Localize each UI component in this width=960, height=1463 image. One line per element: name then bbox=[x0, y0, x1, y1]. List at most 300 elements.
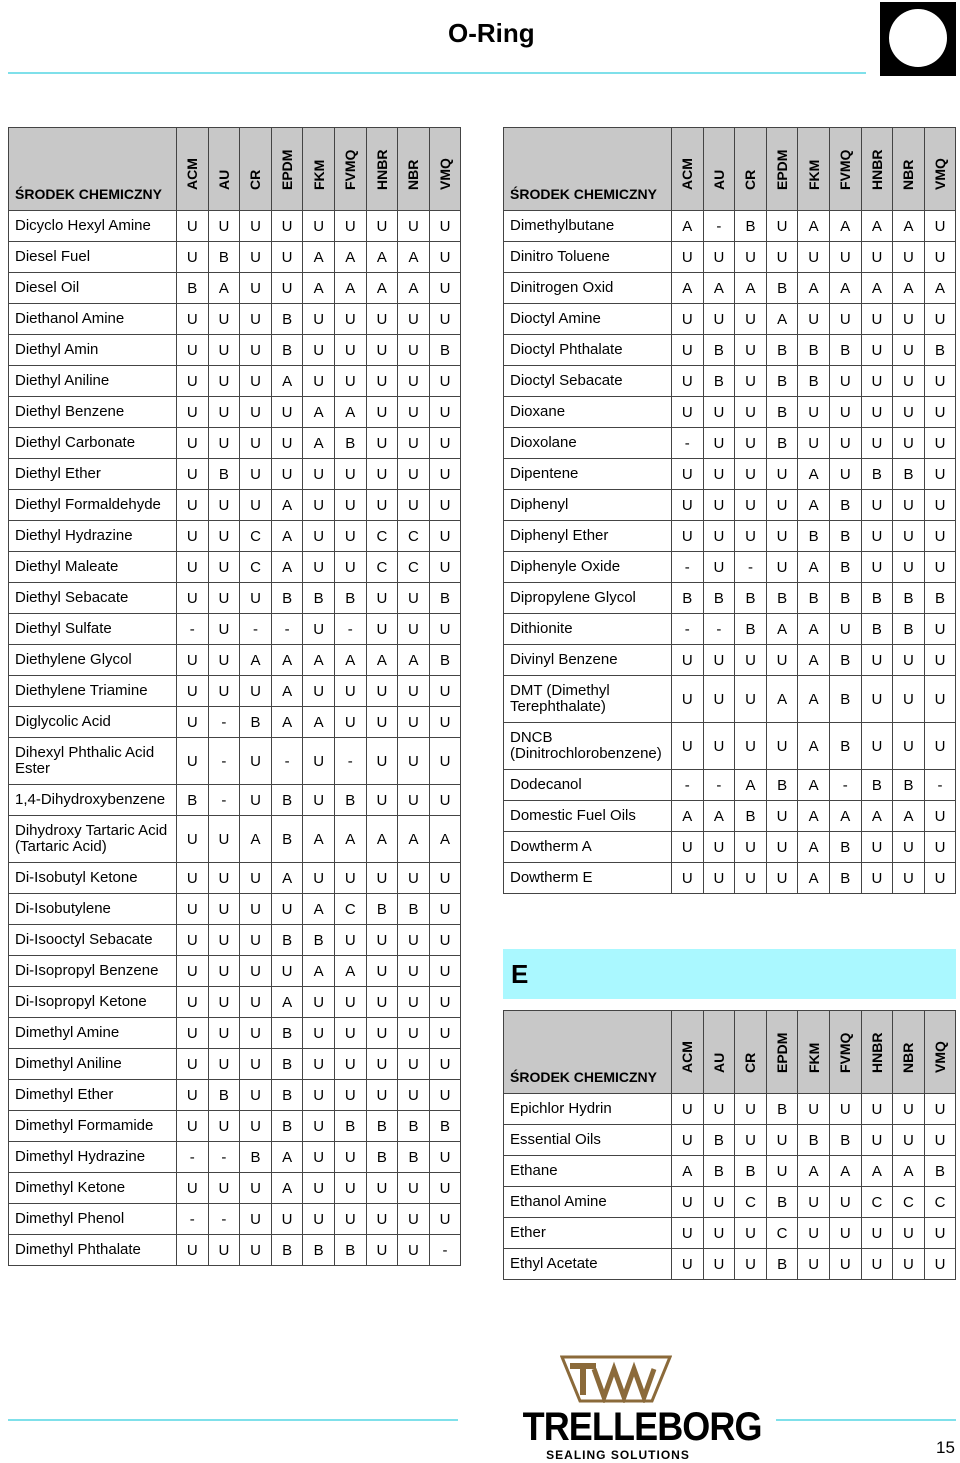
rating-cell: U bbox=[303, 366, 335, 397]
table-row bbox=[504, 645, 956, 676]
rating-cell: U bbox=[735, 1218, 767, 1249]
rating-cell: A bbox=[303, 707, 335, 738]
rating-cell: - bbox=[672, 770, 704, 801]
rating-cell: U bbox=[303, 459, 335, 490]
rating-cell: U bbox=[177, 211, 209, 242]
rating-cell: U bbox=[429, 552, 461, 583]
rating-cell: U bbox=[334, 1018, 366, 1049]
rating-cell: B bbox=[334, 428, 366, 459]
rating-cell: U bbox=[429, 397, 461, 428]
rating-cell: U bbox=[208, 956, 240, 987]
rating-cell: U bbox=[240, 1111, 272, 1142]
column-header-epdm bbox=[766, 1011, 798, 1094]
table-row bbox=[9, 397, 461, 428]
substance-name: Dimethyl Phenol bbox=[9, 1204, 177, 1235]
rating-cell: U bbox=[829, 614, 861, 645]
rating-cell: U bbox=[398, 1018, 430, 1049]
rating-cell: U bbox=[303, 335, 335, 366]
rating-cell: U bbox=[240, 490, 272, 521]
table-row bbox=[504, 304, 956, 335]
table-row bbox=[9, 863, 461, 894]
rating-cell: B bbox=[303, 925, 335, 956]
rating-cell: B bbox=[703, 583, 735, 614]
rating-cell: B bbox=[861, 614, 893, 645]
substance-name: Diethyl Aniline bbox=[9, 366, 177, 397]
column-header-label: HNBR bbox=[373, 149, 390, 190]
rating-cell: U bbox=[861, 1249, 893, 1280]
rating-cell: U bbox=[703, 552, 735, 583]
rating-cell: U bbox=[924, 211, 956, 242]
rating-cell: U bbox=[829, 428, 861, 459]
rating-cell: A bbox=[893, 801, 925, 832]
rating-cell: A bbox=[829, 1156, 861, 1187]
rating-cell: U bbox=[240, 738, 272, 785]
rating-cell: U bbox=[798, 1249, 830, 1280]
column-header-hnbr bbox=[366, 128, 398, 211]
substance-name: DNCB (Dinitrochlorobenzene) bbox=[504, 723, 672, 770]
rating-cell: U bbox=[334, 863, 366, 894]
rating-cell: U bbox=[366, 707, 398, 738]
rating-cell: U bbox=[798, 397, 830, 428]
rating-cell: - bbox=[829, 770, 861, 801]
rating-cell: U bbox=[861, 1218, 893, 1249]
rating-cell: B bbox=[798, 1125, 830, 1156]
rating-cell: U bbox=[829, 1094, 861, 1125]
rating-cell: U bbox=[271, 894, 303, 925]
rating-cell: A bbox=[334, 397, 366, 428]
substance-name: Diethyl Sulfate bbox=[9, 614, 177, 645]
substance-name: Diglycolic Acid bbox=[9, 707, 177, 738]
substance-name: Dimethyl Amine bbox=[9, 1018, 177, 1049]
rating-cell: U bbox=[924, 614, 956, 645]
rating-cell: U bbox=[177, 428, 209, 459]
rating-cell: B bbox=[703, 366, 735, 397]
rating-cell: U bbox=[893, 242, 925, 273]
header-row bbox=[9, 128, 461, 211]
rating-cell: U bbox=[861, 335, 893, 366]
rating-cell: B bbox=[271, 1018, 303, 1049]
rating-cell: U bbox=[429, 614, 461, 645]
substance-name: Dihexyl Phthalic Acid Ester bbox=[9, 738, 177, 785]
rating-cell: B bbox=[398, 1111, 430, 1142]
substance-name: Diethyl Sebacate bbox=[9, 583, 177, 614]
rating-cell: U bbox=[924, 428, 956, 459]
column-header-label: NBR bbox=[405, 159, 422, 190]
substance-name: Dowtherm E bbox=[504, 863, 672, 894]
rating-cell: B bbox=[766, 273, 798, 304]
rating-cell: U bbox=[303, 987, 335, 1018]
rating-cell: U bbox=[177, 552, 209, 583]
rating-cell: U bbox=[672, 676, 704, 723]
rating-cell: U bbox=[208, 552, 240, 583]
rating-cell: U bbox=[398, 1204, 430, 1235]
table-row bbox=[9, 645, 461, 676]
rating-cell: U bbox=[366, 490, 398, 521]
rating-cell: U bbox=[735, 1249, 767, 1280]
rating-cell: U bbox=[861, 863, 893, 894]
rating-cell: U bbox=[177, 1049, 209, 1080]
table-row bbox=[9, 925, 461, 956]
rating-cell: A bbox=[303, 645, 335, 676]
rating-cell: U bbox=[924, 304, 956, 335]
rating-cell: B bbox=[271, 816, 303, 863]
rating-cell: B bbox=[334, 785, 366, 816]
rating-cell: A bbox=[829, 801, 861, 832]
rating-cell: U bbox=[208, 1173, 240, 1204]
rating-cell: B bbox=[829, 1125, 861, 1156]
rating-cell: U bbox=[893, 397, 925, 428]
table-row bbox=[9, 894, 461, 925]
rating-cell: U bbox=[672, 366, 704, 397]
rating-cell: B bbox=[271, 1080, 303, 1111]
column-header-label: HNBR bbox=[868, 149, 885, 190]
rating-cell: B bbox=[429, 645, 461, 676]
rating-cell: U bbox=[303, 490, 335, 521]
table-row bbox=[9, 428, 461, 459]
rating-cell: A bbox=[271, 521, 303, 552]
rating-cell: - bbox=[334, 738, 366, 785]
rating-cell: A bbox=[271, 490, 303, 521]
table-row bbox=[504, 1249, 956, 1280]
rating-cell: A bbox=[672, 1156, 704, 1187]
rating-cell: U bbox=[177, 1018, 209, 1049]
rating-cell: U bbox=[271, 459, 303, 490]
rating-cell: U bbox=[240, 397, 272, 428]
rating-cell: A bbox=[924, 273, 956, 304]
rating-cell: A bbox=[271, 987, 303, 1018]
rating-cell: U bbox=[334, 335, 366, 366]
rating-cell: A bbox=[893, 273, 925, 304]
rating-cell: U bbox=[766, 1156, 798, 1187]
table-row bbox=[9, 707, 461, 738]
substance-name: Dioxolane bbox=[504, 428, 672, 459]
rating-cell: C bbox=[366, 521, 398, 552]
rating-cell: A bbox=[334, 242, 366, 273]
rating-cell: - bbox=[208, 707, 240, 738]
column-header-label: FVMQ bbox=[837, 1032, 854, 1073]
rating-cell: U bbox=[398, 490, 430, 521]
rating-cell: U bbox=[334, 1173, 366, 1204]
rating-cell: U bbox=[735, 304, 767, 335]
rating-cell: U bbox=[735, 242, 767, 273]
substance-name: Dihydroxy Tartaric Acid (Tartaric Acid) bbox=[9, 816, 177, 863]
rating-cell: U bbox=[924, 832, 956, 863]
rating-cell: - bbox=[672, 614, 704, 645]
rating-cell: U bbox=[240, 335, 272, 366]
rating-cell: C bbox=[766, 1218, 798, 1249]
rating-cell: - bbox=[735, 552, 767, 583]
table-row bbox=[9, 738, 461, 785]
rating-cell: B bbox=[334, 1235, 366, 1266]
substance-name: Dioctyl Phthalate bbox=[504, 335, 672, 366]
rating-cell: - bbox=[177, 614, 209, 645]
rating-cell: U bbox=[735, 428, 767, 459]
header-row bbox=[504, 1011, 956, 1094]
table-row bbox=[9, 1204, 461, 1235]
rating-cell: U bbox=[798, 428, 830, 459]
rating-cell: A bbox=[798, 676, 830, 723]
column-header-label: VMQ bbox=[932, 1041, 949, 1073]
substance-name: Dowtherm A bbox=[504, 832, 672, 863]
rating-cell: U bbox=[271, 956, 303, 987]
rating-cell: U bbox=[893, 832, 925, 863]
rating-cell: U bbox=[861, 428, 893, 459]
table-row bbox=[9, 583, 461, 614]
rating-cell: U bbox=[861, 490, 893, 521]
rating-cell: U bbox=[366, 211, 398, 242]
substance-name: Diethyl Benzene bbox=[9, 397, 177, 428]
substance-name: Di-Isopropyl Ketone bbox=[9, 987, 177, 1018]
table-row bbox=[9, 1111, 461, 1142]
rating-cell: U bbox=[366, 1080, 398, 1111]
rating-cell: U bbox=[893, 521, 925, 552]
rating-cell: B bbox=[766, 428, 798, 459]
rating-cell: U bbox=[893, 863, 925, 894]
rating-cell: U bbox=[398, 987, 430, 1018]
column-header-label: ACM bbox=[679, 158, 696, 190]
table-row bbox=[504, 397, 956, 428]
table-row bbox=[504, 366, 956, 397]
rating-cell: B bbox=[735, 801, 767, 832]
rating-cell: U bbox=[703, 1094, 735, 1125]
table-row bbox=[504, 1156, 956, 1187]
rating-cell: U bbox=[703, 304, 735, 335]
rating-cell: B bbox=[366, 1111, 398, 1142]
table-row bbox=[9, 1235, 461, 1266]
rating-cell: U bbox=[366, 397, 398, 428]
column-header-au bbox=[703, 1011, 735, 1094]
rating-cell: U bbox=[861, 366, 893, 397]
rating-cell: B bbox=[766, 335, 798, 366]
rating-cell: U bbox=[703, 645, 735, 676]
rating-cell: A bbox=[271, 1142, 303, 1173]
rating-cell: U bbox=[861, 552, 893, 583]
rating-cell: U bbox=[366, 335, 398, 366]
rating-cell: U bbox=[672, 397, 704, 428]
rating-cell: A bbox=[271, 676, 303, 707]
rating-cell: U bbox=[177, 956, 209, 987]
column-header-nbr bbox=[398, 128, 430, 211]
rating-cell: U bbox=[735, 490, 767, 521]
rating-cell: A bbox=[861, 801, 893, 832]
rating-cell: U bbox=[703, 1218, 735, 1249]
table-row bbox=[9, 521, 461, 552]
rating-cell: B bbox=[271, 1111, 303, 1142]
column-header-nbr bbox=[893, 128, 925, 211]
rating-cell: U bbox=[766, 863, 798, 894]
column-header-fkm bbox=[798, 1011, 830, 1094]
substance-name: Diethyl Ether bbox=[9, 459, 177, 490]
rating-cell: C bbox=[240, 521, 272, 552]
rating-cell: U bbox=[303, 863, 335, 894]
rating-cell: U bbox=[672, 1125, 704, 1156]
rating-cell: U bbox=[177, 894, 209, 925]
rating-cell: U bbox=[703, 521, 735, 552]
rating-cell: U bbox=[924, 1218, 956, 1249]
rating-cell: U bbox=[861, 242, 893, 273]
rating-cell: U bbox=[398, 428, 430, 459]
column-header-acm bbox=[177, 128, 209, 211]
substance-name: Diethylene Glycol bbox=[9, 645, 177, 676]
column-header-label: EPDM bbox=[279, 149, 296, 190]
rating-cell: B bbox=[271, 583, 303, 614]
column-header-cr bbox=[240, 128, 272, 211]
rating-cell: U bbox=[861, 832, 893, 863]
column-header-cr bbox=[735, 1011, 767, 1094]
rating-cell: U bbox=[177, 1080, 209, 1111]
rating-cell: U bbox=[177, 925, 209, 956]
rating-cell: U bbox=[240, 1018, 272, 1049]
rating-cell: A bbox=[829, 273, 861, 304]
rating-cell: U bbox=[672, 1187, 704, 1218]
rating-cell: U bbox=[924, 490, 956, 521]
rating-cell: U bbox=[366, 304, 398, 335]
rating-cell: U bbox=[398, 738, 430, 785]
rating-cell: U bbox=[893, 428, 925, 459]
rating-cell: U bbox=[893, 1125, 925, 1156]
column-header-label: VMQ bbox=[932, 158, 949, 190]
rating-cell: U bbox=[766, 211, 798, 242]
rating-cell: B bbox=[398, 1142, 430, 1173]
rating-cell: A bbox=[766, 304, 798, 335]
rating-cell: U bbox=[829, 242, 861, 273]
rating-cell: U bbox=[429, 1173, 461, 1204]
table-row bbox=[9, 816, 461, 863]
rating-cell: U bbox=[735, 397, 767, 428]
section-e-banner bbox=[503, 949, 956, 999]
rating-cell: B bbox=[177, 785, 209, 816]
rating-cell: B bbox=[177, 273, 209, 304]
table-row bbox=[504, 832, 956, 863]
rating-cell: U bbox=[366, 925, 398, 956]
rating-cell: U bbox=[672, 304, 704, 335]
rating-cell: U bbox=[366, 987, 398, 1018]
rating-cell: U bbox=[366, 366, 398, 397]
rating-cell: A bbox=[798, 614, 830, 645]
rating-cell: B bbox=[893, 583, 925, 614]
chemical-table-e bbox=[503, 1010, 956, 1280]
rating-cell: U bbox=[366, 614, 398, 645]
rating-cell: U bbox=[177, 490, 209, 521]
rating-cell: A bbox=[798, 459, 830, 490]
rating-cell: U bbox=[672, 335, 704, 366]
column-header-label: FVMQ bbox=[342, 149, 359, 190]
rating-cell: U bbox=[429, 894, 461, 925]
rating-cell: U bbox=[334, 925, 366, 956]
rating-cell: U bbox=[177, 707, 209, 738]
substance-name: Diethyl Amin bbox=[9, 335, 177, 366]
table-row bbox=[9, 614, 461, 645]
rating-cell: U bbox=[703, 459, 735, 490]
column-header-hnbr bbox=[861, 128, 893, 211]
rating-cell: U bbox=[735, 863, 767, 894]
rating-cell: B bbox=[893, 459, 925, 490]
table-row bbox=[9, 490, 461, 521]
rating-cell: U bbox=[271, 397, 303, 428]
substance-name: Diethyl Carbonate bbox=[9, 428, 177, 459]
rating-cell: - bbox=[208, 738, 240, 785]
rating-cell: U bbox=[924, 1249, 956, 1280]
rating-cell: U bbox=[429, 707, 461, 738]
substance-name: DMT (Dimethyl Terephthalate) bbox=[504, 676, 672, 723]
rating-cell: U bbox=[429, 956, 461, 987]
footer-divider-left bbox=[8, 1419, 458, 1421]
rating-cell: - bbox=[703, 614, 735, 645]
rating-cell: A bbox=[893, 211, 925, 242]
rating-cell: U bbox=[429, 242, 461, 273]
rating-cell: U bbox=[924, 1125, 956, 1156]
rating-cell: A bbox=[798, 273, 830, 304]
rating-cell: U bbox=[798, 304, 830, 335]
rating-cell: U bbox=[703, 832, 735, 863]
rating-cell: U bbox=[924, 459, 956, 490]
rating-cell: U bbox=[829, 459, 861, 490]
rating-cell: A bbox=[798, 490, 830, 521]
table-row bbox=[9, 304, 461, 335]
rating-cell: U bbox=[766, 459, 798, 490]
rating-cell: U bbox=[208, 614, 240, 645]
rating-cell: B bbox=[334, 583, 366, 614]
rating-cell: A bbox=[271, 552, 303, 583]
rating-cell: U bbox=[766, 242, 798, 273]
substance-name: Diethylene Triamine bbox=[9, 676, 177, 707]
rating-cell: - bbox=[703, 770, 735, 801]
rating-cell: U bbox=[672, 242, 704, 273]
rating-cell: B bbox=[924, 583, 956, 614]
rating-cell: A bbox=[672, 273, 704, 304]
rating-cell: U bbox=[735, 1094, 767, 1125]
rating-cell: B bbox=[672, 583, 704, 614]
rating-cell: U bbox=[334, 987, 366, 1018]
rating-cell: A bbox=[334, 816, 366, 863]
rating-cell: B bbox=[766, 583, 798, 614]
rating-cell: U bbox=[893, 1218, 925, 1249]
rating-cell: B bbox=[829, 863, 861, 894]
rating-cell: U bbox=[672, 1249, 704, 1280]
rating-cell: B bbox=[766, 366, 798, 397]
rating-cell: U bbox=[208, 490, 240, 521]
rating-cell: A bbox=[303, 956, 335, 987]
rating-cell: U bbox=[177, 366, 209, 397]
rating-cell: B bbox=[366, 1142, 398, 1173]
table-row bbox=[504, 770, 956, 801]
rating-cell: A bbox=[429, 816, 461, 863]
table-row bbox=[504, 1125, 956, 1156]
rating-cell: U bbox=[398, 304, 430, 335]
rating-cell: U bbox=[429, 1204, 461, 1235]
rating-cell: U bbox=[924, 676, 956, 723]
rating-cell: B bbox=[208, 459, 240, 490]
rating-cell: B bbox=[271, 1049, 303, 1080]
table-row bbox=[9, 676, 461, 707]
rating-cell: U bbox=[240, 366, 272, 397]
rating-cell: B bbox=[798, 366, 830, 397]
rating-cell: B bbox=[829, 645, 861, 676]
rating-cell: B bbox=[303, 583, 335, 614]
rating-cell: U bbox=[366, 738, 398, 785]
rating-cell: U bbox=[208, 397, 240, 428]
rating-cell: U bbox=[240, 863, 272, 894]
rating-cell: U bbox=[177, 676, 209, 707]
rating-cell: U bbox=[398, 366, 430, 397]
rating-cell: A bbox=[798, 1156, 830, 1187]
substance-name: Diethyl Formaldehyde bbox=[9, 490, 177, 521]
rating-cell: B bbox=[271, 1235, 303, 1266]
column-header-label: CR bbox=[247, 169, 264, 190]
substance-name: Diphenyle Oxide bbox=[504, 552, 672, 583]
rating-cell: U bbox=[861, 723, 893, 770]
rating-cell: U bbox=[303, 1204, 335, 1235]
